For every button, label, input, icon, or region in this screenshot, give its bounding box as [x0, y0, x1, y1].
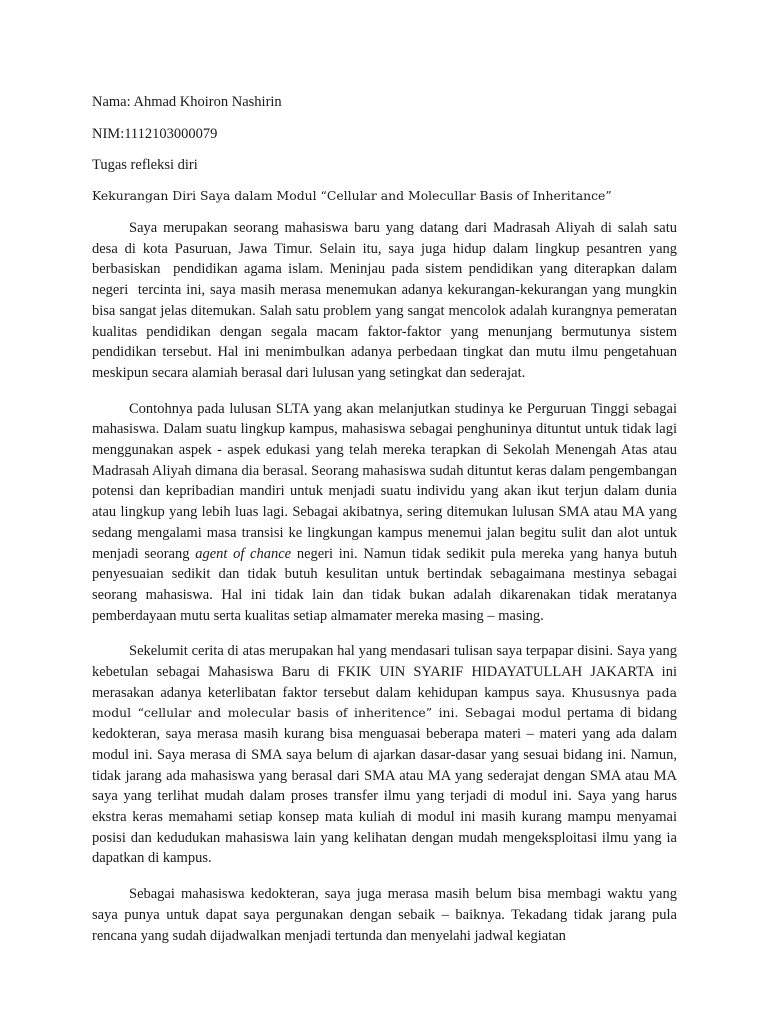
paragraph-2-text-end: negeri ini. Namun tidak sedikit pula mereka yang hanya butuh penyesuaian sedikit dan tidak butuh kesulitan untuk bertindak sebagaimana mestinya sebagai seorang mahasiswa. Hal ini tidak lain dan tidak bukan adalah dikarenakan tidak meratanya pemberdayaan mutu serta kualitas setiap almamater mereka masing – masing. — [92, 545, 677, 624]
paragraph-2 — [92, 399, 677, 627]
document-title: Kekurangan Diri Saya dalam Modul “Cellular and Molecullar Basis of Inheritance” — [92, 188, 612, 203]
paragraph-3-text-start: Sekelumit cerita di atas merupakan hal yang mendasari tulisan saya terpapar disini. Saya yang kebetulan sebagai Mahasiswa Baru di FKIK UIN SYARIF HIDAYATULLAH JAKARTA ini merasakan adanya keterlibatan faktor tersebut dalam kehidupan kampus saya. — [92, 643, 677, 701]
paragraph-1: Saya merupakan seorang mahasiswa baru yang datang dari Madrasah Aliyah di salah satu desa di kota Pasuruan, Jawa Timur. Selain itu, saya juga hidup dalam lingkup pesantren yang berbasiskan pendidikan agama islam. Meninjau pada sistem pendidikan yang diterapkan dalam negeri tercinta ini, saya masih merasa menemukan adanya kekurangan-kekurangan yang mungkin bisa sangat jelas ditemukan. Salah satu problem yang sangat mencolok adalah kurangnya pemeratan kualitas pendidikan dengan segala macam faktor-faktor yang menunjang bermutunya sistem pendidikan tersebut. Hal ini menimbulkan adanya perbedaan tingkat dan mutu ilmu pengetahuan meskipun secara alamiah berasal dari lulusan yang setingkat dan sederajat. — [92, 220, 677, 381]
assignment-label: Tugas refleksi diri — [92, 157, 198, 173]
paragraph-3-text-end: pertama di bidang kedokteran, saya merasa masih kurang bisa menguasai beberapa materi – materi yang ada dalam modul ini. Saya merasa di SMA saya belum di ajarkan dasar-dasar yang sesuai bidang ini. Namun, tidak jarang ada mahasiswa yang berasal dari SMA atau MA yang sederajat dengan SMA atau MA saya yang terlihat mudah dalam proses transfer ilmu yang terjadi di modul ini. Saya yang harus ekstra keras memahami setiap konsep mata kuliah di modul ini masih kurang mampu menyamai posisi dan kedudukan mahasiswa lain yang kelihatan dengan mudah mengeksploitasi ilmu yang ia dapatkan di kampus. — [92, 705, 677, 867]
paragraph-3-distinct-font-span: Khususnya pada modul “cellular and molecular basis of inheritence” ini. Sebagai modul — [92, 684, 677, 721]
student-name: Nama: Ahmad Khoiron Nashirin — [92, 94, 282, 110]
paragraph-3 — [92, 641, 677, 869]
italic-phrase: agent of chance — [195, 545, 292, 562]
paragraph-4: Sebagai mahasiswa kedokteran, saya juga merasa masih belum bisa membagi waktu yang saya punya untuk dapat saya pergunakan dengan sebaik – baiknya. Tekadang tidak jarang pula rencana yang sudah dijadwalkan menjadi tertunda dan menyelahi jadwal kegiatan — [92, 886, 677, 944]
student-nim: NIM:1112103000079 — [92, 126, 218, 142]
document-body — [92, 91, 677, 946]
paragraph-2-text-start: Contohnya pada lulusan SLTA yang akan melanjutkan studinya ke Perguruan Tinggi sebagai mahasiswa. Dalam suatu lingkup kampus, mahasiswa sebagai penghuninya dituntut untuk tidak lagi menggunakan aspek - aspek edukasi yang telah mereka terapkan di Sekolah Menengah Atas atau Madrasah Aliyah dimana dia berasal. Seorang mahasiswa sudah dituntut keras dalam pengembangan potensi dan kepribadian mandiri untuk menjadi suatu individu yang akan ikut terjun dalam dunia atau lingkup yang lebih luas lagi. Sebagai akibatnya, sering ditemukan lulusan SMA atau MA yang sedang mengalami masa transisi ke lingkungan kampus menemui jalan begitu sulit dan alot untuk menjadi seorang — [92, 400, 677, 562]
